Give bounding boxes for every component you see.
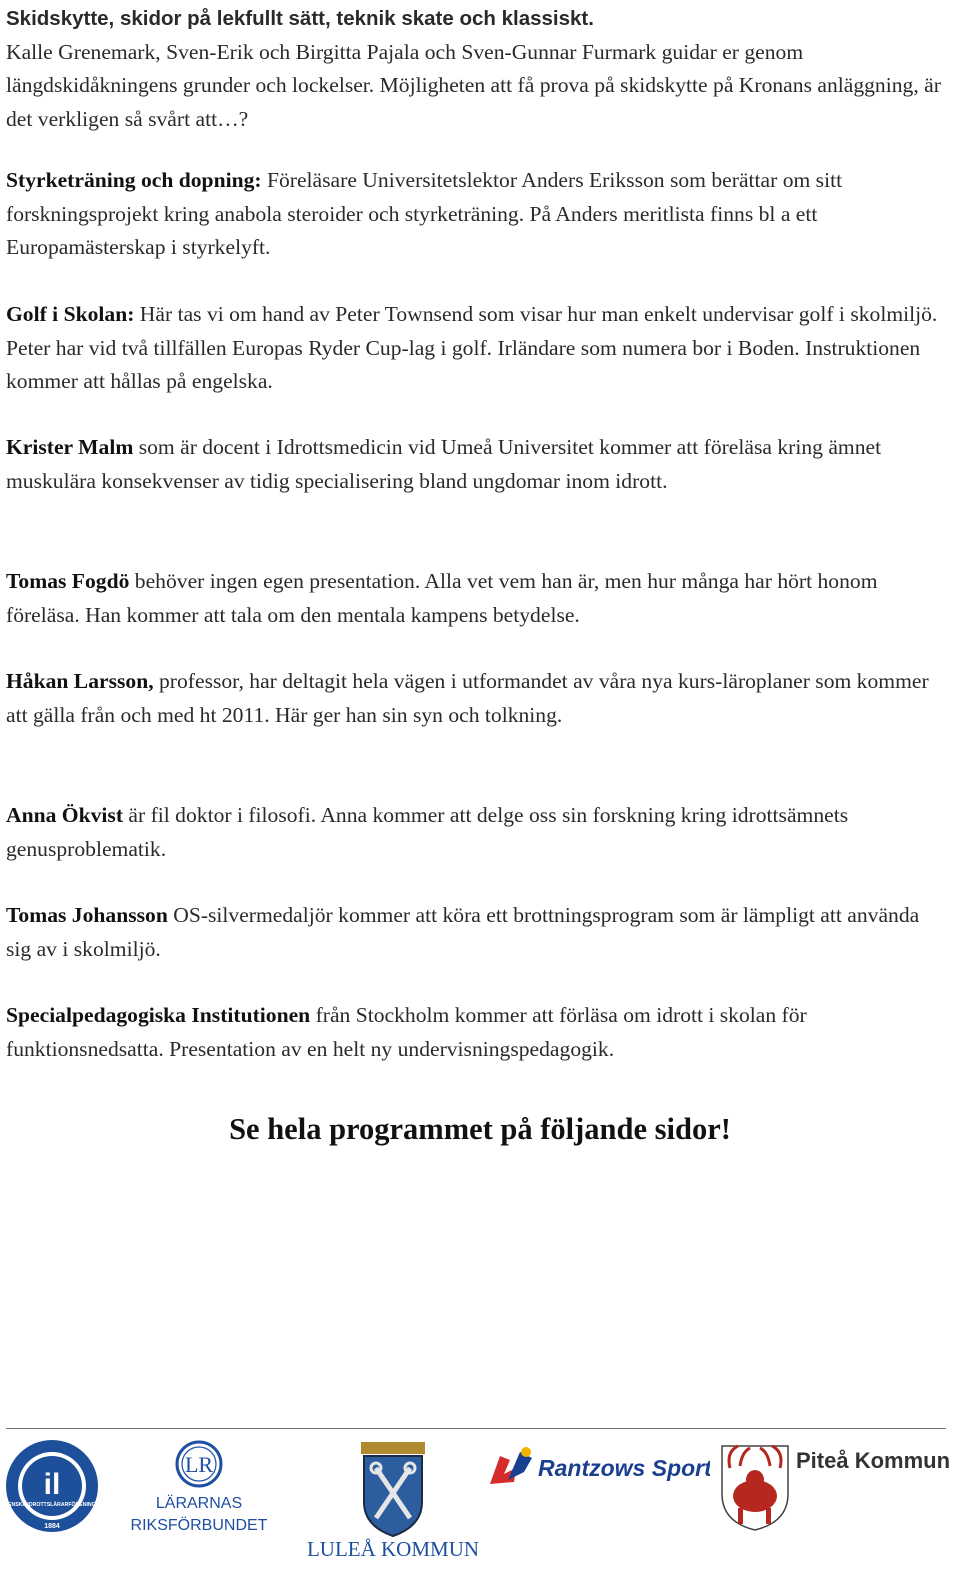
intro-section: [6, 2, 946, 136]
paragraph-lead: Håkan Larsson,: [6, 669, 154, 693]
paragraph-malm: [6, 431, 946, 498]
paragraph-lead: Anna Ökvist: [6, 803, 124, 827]
sil-year: 1884: [44, 1523, 60, 1530]
paragraph-johansson: [6, 899, 946, 966]
paragraph-lead: Specialpedagogiska Institutionen: [6, 1003, 311, 1027]
lr-logo: [130, 1440, 268, 1538]
lulea-name: LULEÅ KOMMUN: [306, 1537, 480, 1561]
paragraph-text: behöver ingen egen presentation. Alla vet vem han är, men hur många har hört honom föreläsa. Han kommer att tala om den mentala kampens betydelse.: [6, 569, 878, 627]
sil-name: SVENSKA IDROTTSLÄRARFÖRENINGEN: [4, 1502, 100, 1508]
footer-divider: [6, 1428, 946, 1429]
paragraph-fogdo: [6, 565, 946, 632]
lulea-coat-of-arms: [298, 1440, 488, 1562]
paragraph-text: som är docent i Idrottsmedicin vid Umeå Universitet kommer att föreläsa kring ämnet muskulära konsekvenser av tidig specialisering bland ungdomar inom idrott.: [6, 435, 882, 493]
paragraph-specialpedagogiska: [6, 999, 946, 1066]
paragraph-lead: Golf i Skolan:: [6, 302, 135, 326]
paragraph-larsson: [6, 665, 946, 732]
paragraph-lead: Styrketräning och dopning:: [6, 168, 262, 192]
intro-body: Kalle Grenemark, Sven-Erik och Birgitta Pajala och Sven-Gunnar Furmark guidar er genom längdskidåkningens grunder och lockelser. Möjligheten att få prova på skidskytte på Kronans anläggning, är det verkligen så svårt att…?: [6, 39, 941, 131]
intro-heading: Skidskytte, skidor på lekfullt sätt, teknik skate och klassiskt.: [6, 7, 594, 30]
pitea-emblem: [716, 1438, 956, 1534]
paragraph-text: OS-silvermedaljör kommer att köra ett brottningsprogram som är lämpligt att använda sig av i skolmiljö.: [6, 903, 920, 961]
paragraph-lead: Krister Malm: [6, 435, 134, 459]
rantzows-mark: [486, 1444, 710, 1494]
sil-logo: [4, 1438, 100, 1534]
paragraph-text: Föreläsare Universitetslektor Anders Eriksson som berättar om sitt forskningsprojekt kring anabola steroider och styrketräning. På Anders meritlista finns bl a ett Europamästerskap i styrkelyft.: [6, 168, 843, 259]
pitea-name: Piteå Kommun: [796, 1448, 951, 1473]
rantzows-logo: [486, 1444, 710, 1494]
paragraph-text: är fil doktor i filosofi. Anna kommer att delge oss sin forskning kring idrottsämnets genusproblematik.: [6, 803, 849, 861]
paragraph-golf: [6, 298, 946, 399]
paragraph-okvist: [6, 799, 946, 866]
paragraph-text: professor, har deltagit hela vägen i utformandet av våra nya kurs-läroplaner som kommer att gälla från och med ht 2011. Här ger han sin syn och tolkning.: [6, 669, 929, 727]
rantzows-name: Rantzows Sport: [538, 1455, 710, 1481]
sil-initials: il: [43, 1468, 61, 1501]
lr-line1: LÄRARNAS: [155, 1495, 243, 1512]
paragraph-lead: Tomas Johansson: [6, 903, 168, 927]
paragraph-lead: Tomas Fogdö: [6, 569, 130, 593]
lulea-logo: [298, 1440, 488, 1562]
lr-line2: RIKSFÖRBUNDET: [130, 1517, 268, 1534]
pitea-logo: [716, 1438, 956, 1534]
paragraph-text: Här tas vi om hand av Peter Townsend som visar hur man enkelt undervisar golf i skolmiljö. Peter har vid två tillfällen Europas Ryder Cup-lag i golf. Irländare som numera bor i Boden. Instruktionen kommer att hållas på engelska.: [6, 302, 938, 393]
lr-emblem: [130, 1440, 268, 1538]
paragraph-styrketraning: [6, 164, 946, 265]
closing-callout: Se hela programmet på följande sidor!: [229, 1112, 731, 1146]
paragraph-text: från Stockholm kommer att förläsa om idrott i skolan för funktionsnedsatta. Presentation av en helt ny undervisningspedagogik.: [6, 1003, 807, 1061]
lr-monogram: LR: [184, 1452, 214, 1477]
sil-emblem: [4, 1438, 100, 1534]
